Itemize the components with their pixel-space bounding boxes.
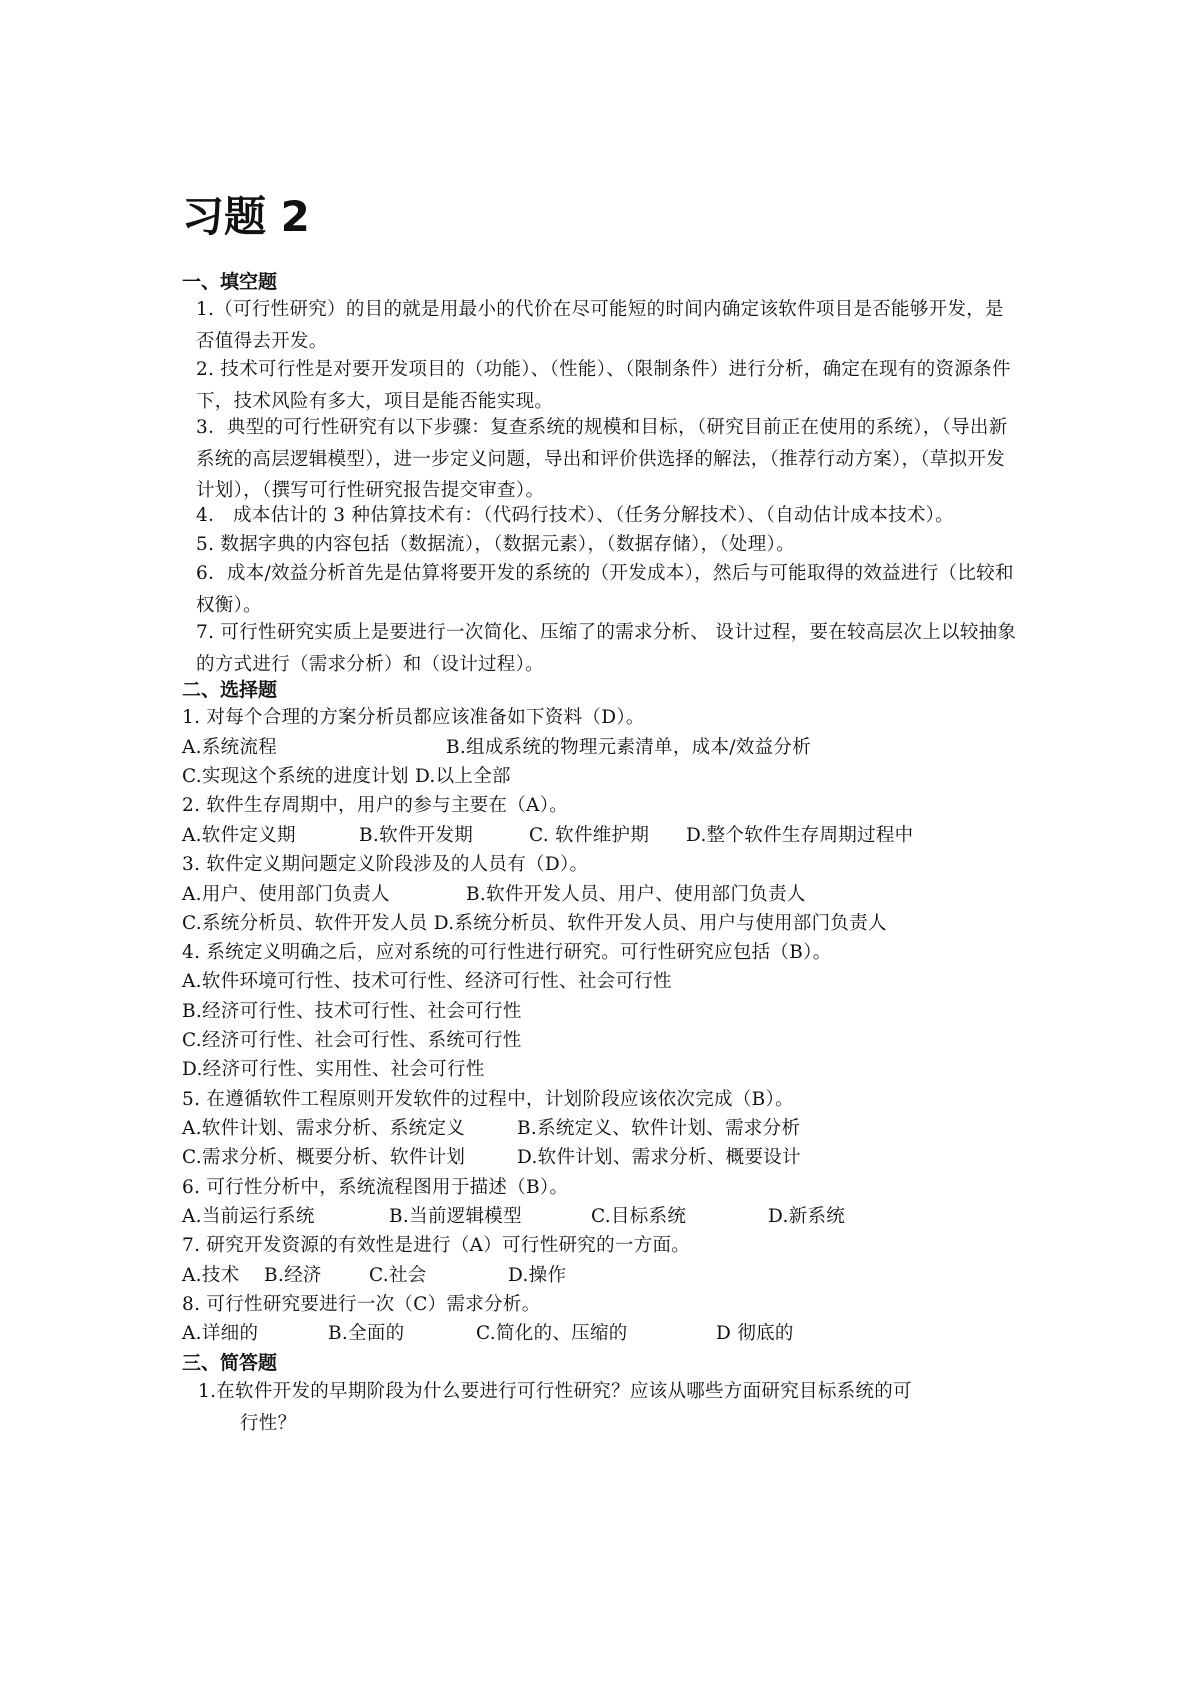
short-answer-line-2: 行性？ [240, 1412, 297, 1434]
short-answer-question-1 [198, 1376, 1020, 1439]
section-heading-fill-in: 一、填空题 [182, 271, 278, 293]
q5-option-b: B.系统定义、软件计划、需求分析 [517, 1118, 801, 1139]
q2-option-a: A.软件定义期 [182, 825, 296, 846]
question-3: 3. 软件定义期问题定义阶段涉及的人员有（D）。 [182, 854, 589, 875]
section-heading-short-answer: 三、简答题 [182, 1352, 278, 1374]
short-answer-line-1: 1.在软件开发的早期阶段为什么要进行可行性研究？应该从哪些方面研究目标系统的可 [198, 1381, 912, 1402]
question-5: 5. 在遵循软件工程原则开发软件的过程中，计划阶段应该依次完成（B）。 [182, 1089, 794, 1110]
q6-option-a: A.当前运行系统 [182, 1206, 315, 1227]
fill-item-6: 6．成本/效益分析首先是估算将要开发的系统的（开发成本），然后与可能取得的效益进行（比较和权衡）。 [196, 563, 1014, 616]
fill-item-2: 2. 技术可行性是对要开发项目的（功能）、（性能）、（限制条件）进行分析，确定在现有的资源条件下，技术风险有多大，项目是能否能实现。 [196, 359, 1011, 412]
q2-option-d: D.整个软件生存周期过程中 [686, 825, 914, 846]
q8-option-a: A.详细的 [182, 1323, 259, 1344]
fill-item-5: 5. 数据字典的内容包括（数据流），（数据元素），（数据存储），（处理）。 [196, 534, 795, 555]
q3-option-cd: C.系统分析员、软件开发人员 D.系统分析员、软件开发人员、用户与使用部门负责人 [182, 913, 887, 934]
question-1: 1. 对每个合理的方案分析员都应该准备如下资料（D）。 [182, 707, 645, 728]
q7-option-c: C.社会 [369, 1265, 427, 1286]
q8-option-d: D 彻底的 [716, 1323, 794, 1344]
fill-item-4: 4． 成本估计的 3 种估算技术有：（代码行技术）、（任务分解技术）、（自动估计成本技术）。 [196, 505, 954, 526]
q6-option-b: B.当前逻辑模型 [389, 1206, 522, 1227]
q8-option-c: C.简化的、压缩的 [476, 1323, 628, 1344]
fill-item-3: 3．典型的可行性研究有以下步骤：复查系统的规模和目标，（研究目前正在使用的系统），（导出新系统的高层逻辑模型），进一步定义问题，导出和评价供选择的解法，（推荐行动方案），（草拟开发计划），（撰写可行性研究报告提交审查）。 [196, 417, 1008, 501]
fill-item-7: 7. 可行性研究实质上是要进行一次简化、压缩了的需求分析、 设计过程，要在较高层次上以较抽象的方式进行（需求分析）和（设计过程）。 [196, 622, 1017, 675]
q1-option-cd: C.实现这个系统的进度计划 D.以上全部 [182, 766, 511, 787]
q5-option-a: A.软件计划、需求分析、系统定义 [182, 1118, 466, 1139]
q4-option-a: A.软件环境可行性、技术可行性、经济可行性、社会可行性 [182, 971, 672, 992]
q3-option-a: A.用户、使用部门负责人 [182, 884, 390, 905]
q2-option-c: C. 软件维护期 [529, 825, 650, 846]
q1-option-b: B.组成系统的物理元素清单，成本/效益分析 [446, 737, 812, 758]
question-8: 8. 可行性研究要进行一次（C）需求分析。 [182, 1294, 541, 1315]
q7-option-a: A.技术 [182, 1265, 240, 1286]
question-6: 6. 可行性分析中，系统流程图用于描述（B）。 [182, 1177, 569, 1198]
q5-option-c: C.需求分析、概要分析、软件计划 [182, 1147, 466, 1168]
q7-option-d: D.操作 [508, 1265, 567, 1286]
page-title: 习题 2 [182, 192, 310, 241]
q4-option-c: C.经济可行性、社会可行性、系统可行性 [182, 1030, 522, 1051]
q5-option-d: D.软件计划、需求分析、概要设计 [517, 1147, 801, 1168]
q6-option-d: D.新系统 [768, 1206, 846, 1227]
q6-option-c: C.目标系统 [591, 1206, 687, 1227]
q8-option-b: B.全面的 [328, 1323, 405, 1344]
section-heading-choice: 二、选择题 [182, 679, 278, 701]
question-7: 7. 研究开发资源的有效性是进行（A）可行性研究的一方面。 [182, 1235, 691, 1256]
q1-option-a: A.系统流程 [182, 737, 278, 758]
q3-option-b: B.软件开发人员、用户、使用部门负责人 [466, 884, 806, 905]
q4-option-b: B.经济可行性、技术可行性、社会可行性 [182, 1001, 522, 1022]
q7-option-b: B.经济 [264, 1265, 322, 1286]
fill-item-1: 1.（可行性研究）的目的就是用最小的代价在尽可能短的时间内确定该软件项目是否能够开发，是否值得去开发。 [196, 299, 1004, 352]
question-2: 2. 软件生存周期中，用户的参与主要在（A）。 [182, 795, 569, 816]
q2-option-b: B.软件开发期 [359, 825, 474, 846]
question-4: 4. 系统定义明确之后，应对系统的可行性进行研究。可行性研究应包括（B）。 [182, 942, 832, 963]
q4-option-d: D.经济可行性、实用性、社会可行性 [182, 1059, 485, 1080]
